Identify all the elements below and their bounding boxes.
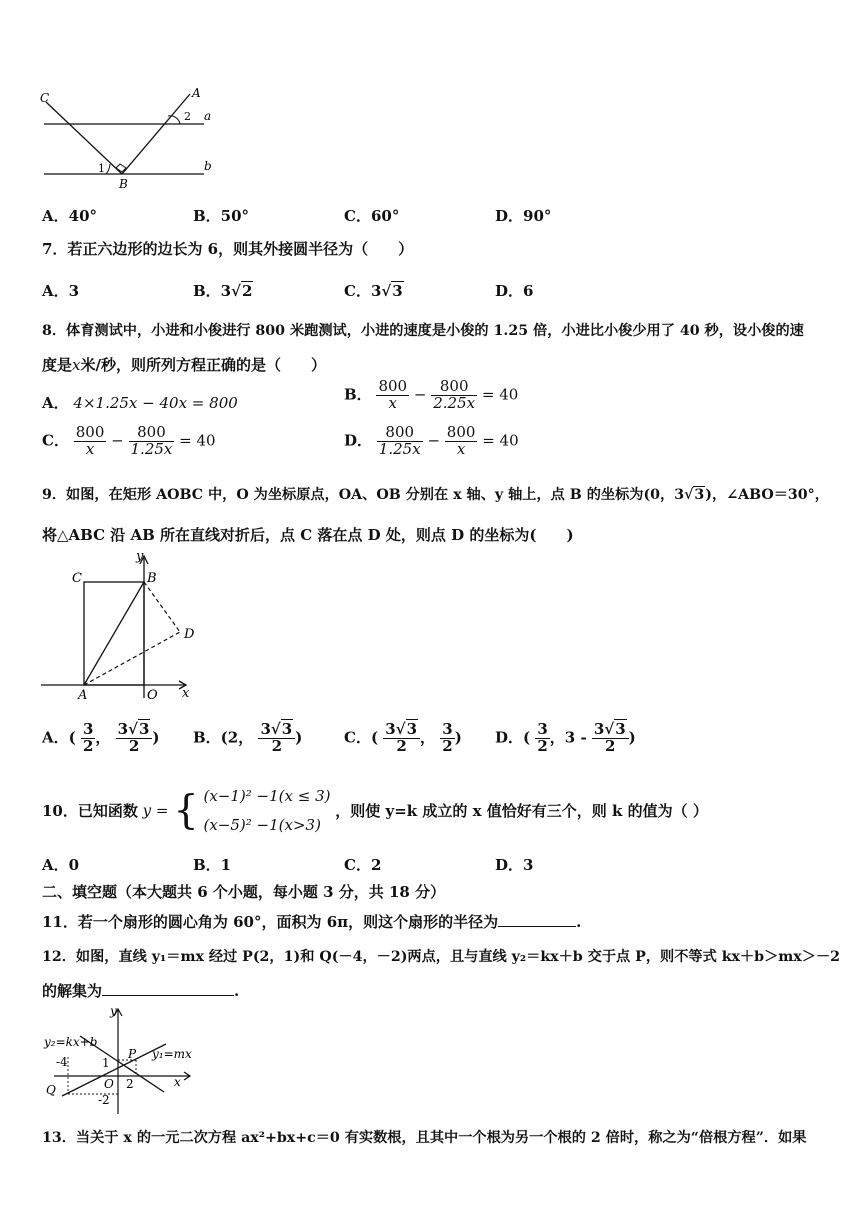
q9-option-a-label: A．( (42, 728, 76, 747)
q12-label-y2: y₂=kx+b (44, 1035, 98, 1049)
q11-stem (42, 911, 581, 932)
q8-option-d-frac2: $\frac{800}{x}$ (446, 423, 476, 458)
q10-option-a: A．0 (42, 856, 80, 874)
q12-figure (40, 1004, 220, 1118)
q8-option-b (344, 379, 518, 412)
q6-label-a: a (204, 109, 212, 123)
q8-option-c-label: C． (42, 431, 69, 450)
q12-end: . (234, 982, 240, 1000)
q7-option-a: A．3 (42, 282, 80, 300)
q8-option-c-frac2: $\frac{800}{1.25x}$ (130, 423, 173, 458)
q6-figure (36, 84, 226, 192)
q9-option-c: C．( $\frac{3√3}{2}$ ， $\frac{3}{2}$ ) (344, 720, 462, 755)
q8-stem-line2-a: 度是 (42, 356, 73, 374)
q8-option-b-rhs: = 40 (481, 385, 519, 404)
q6-option-b: B．50° (193, 207, 250, 225)
q10-option-c: C．2 (344, 856, 382, 874)
q6-label-B: B (119, 177, 128, 191)
q7-option-b-prefix: B．3 (193, 282, 232, 300)
q8-stem-line2 (42, 354, 326, 375)
q11-answer-blank[interactable] (498, 912, 576, 927)
q8-option-d-rhs: = 40 (482, 431, 519, 450)
q6-option-c: C．60° (344, 207, 400, 225)
q8-option-a (42, 392, 238, 413)
q8-stem-var: x (72, 356, 81, 374)
q9-option-c-label: C．( (344, 728, 379, 747)
q9-option-b-frac: $\frac{3√3}{2}$ (258, 722, 295, 755)
q8-option-b-frac2: $\frac{800}{2.25x}$ (433, 377, 476, 412)
q7-option-c: C．3√3 (344, 282, 403, 300)
q9-stem-line2: 将△ABC 沿 AB 所在直线对折后，点 C 落在点 D 处，则点 D 的坐标为( ) (42, 526, 574, 544)
q12-label-P: P (128, 1047, 137, 1061)
q12-stem-line2 (42, 980, 239, 1001)
q8-stem-line2-b: 米/秒，则所列方程正确的是（ ） (80, 356, 326, 374)
q8-option-b-frac1: $\frac{800}{x}$ (378, 377, 408, 412)
q9-option-a-frac2: $\frac{3√3}{2}$ (116, 722, 153, 755)
q9-option-a: A．( $\frac{3}{2}$ ， $\frac{3√3}{2}$ ) (42, 720, 160, 755)
q6-option-d: D．90° (495, 207, 552, 225)
q12-stem-line2-text: 的解集为 (42, 982, 103, 1000)
q9-label-x: x (182, 686, 190, 700)
q10-option-b: B．1 (193, 856, 232, 874)
q9-stem-line1: 9．如图，在矩形 AOBC 中，O 为坐标原点，OA、OB 分别在 x 轴、y 轴上，点 B 的坐标为(0，3√3)，∠ABO＝30°， (42, 487, 829, 503)
q9-option-a-frac1: $\frac{3}{2}$ (82, 720, 94, 755)
q9-label-C: C (72, 571, 82, 586)
q12-stem-line1: 12．如图，直线 y₁＝mx 经过 P(2，1)和 Q(－4，－2)两点，且与直线 y₂＝kx＋b 交于点 P，则不等式 kx＋b＞mx＞－2 (42, 949, 841, 965)
q6-option-a: A．40° (42, 207, 98, 225)
q9-label-O: O (147, 688, 158, 700)
q10-case1: (x−1)² −1(x ≤ 3) (203, 787, 331, 805)
q10-stem-a: 10．已知函数 (42, 802, 138, 820)
q8-option-d (344, 425, 519, 458)
q10-brace: { (173, 787, 199, 834)
q7-option-c-prefix: C．3 (344, 282, 382, 300)
q8-option-d-frac1: $\frac{800}{1.25x}$ (378, 423, 421, 458)
q8-option-c (42, 425, 216, 458)
q9-option-d-frac1: $\frac{3}{2}$ (537, 720, 548, 755)
q6-label-angle1: 1 (98, 162, 105, 175)
q9-label-y: y (136, 549, 144, 564)
q12-label-Q: Q (46, 1083, 56, 1097)
q9-stem-line1-a: 9．如图，在矩形 AOBC 中，O 为坐标原点，OA、OB 分别在 x 轴、y 轴上，点 B 的坐标为(0，3 (42, 487, 685, 503)
q8-option-d-label: D． (344, 431, 373, 450)
q12-label-n4: -4 (56, 1055, 68, 1069)
q8-option-c-frac1: $\frac{800}{x}$ (75, 423, 105, 458)
q10-stem (42, 782, 708, 839)
q8-option-c-rhs: = 40 (179, 431, 216, 450)
q12-label-n2: -2 (98, 1093, 110, 1107)
q9-option-b-label: B．(2， (193, 728, 254, 747)
q8-option-d-minus: − (427, 431, 441, 450)
q10-option-d: D．3 (495, 856, 534, 874)
q7-option-c-radicand: 3 (392, 282, 403, 300)
q10-case2: (x−5)² −1(x>3) (203, 815, 321, 834)
q9-option-b: B．(2， $\frac{3√3}{2}$ ) (193, 720, 303, 755)
q12-label-O: O (104, 1077, 114, 1091)
q10-stem-b: ，则使 y=k 成立的 x 值恰好有三个，则 k 的值为（ ） (335, 802, 708, 820)
q7-option-b-radicand: 2 (241, 282, 253, 300)
q11-end: . (576, 913, 582, 931)
q6-label-A: A (192, 86, 201, 100)
q9-option-d-frac2: $\frac{3√3}{2}$ (592, 722, 629, 755)
q7-option-b: B．3√2 (193, 282, 253, 300)
q9-option-d-label: D．( (495, 728, 531, 747)
q12-label-y1: y₁=mx (152, 1047, 192, 1061)
q12-label-x: x (174, 1075, 181, 1089)
q12-label-y: y (110, 1004, 117, 1018)
q7-option-d: D．6 (495, 282, 534, 300)
q9-option-d: D．( $\frac{3}{2}$ ，3 - $\frac{3√3}{2}$ ) (495, 720, 636, 755)
q7-stem: 7．若正六边形的边长为 6，则其外接圆半径为（ ） (42, 240, 414, 258)
q8-option-a-label: A． (42, 394, 69, 412)
q8-option-c-minus: − (111, 431, 124, 450)
q9-option-c-frac2: $\frac{3}{2}$ (442, 720, 453, 755)
q11-stem-text: 11．若一个扇形的圆心角为 60°，面积为 6π，则这个扇形的半径为 (42, 913, 499, 931)
q9-option-c-frac1: $\frac{3√3}{2}$ (383, 722, 420, 755)
q12-answer-blank[interactable] (102, 981, 234, 996)
q8-option-b-label: B． (344, 385, 372, 404)
q12-label-two: 2 (126, 1077, 134, 1091)
section2-heading: 二、填空题（本大题共 6 个小题，每小题 3 分，共 18 分） (42, 883, 446, 901)
q8-stem-line1: 8．体育测试中，小进和小俊进行 800 米跑测试，小进的速度是小俊的 1.25 倍，小进比小俊少用了 40 秒，设小俊的速 (42, 323, 804, 339)
q9-label-B: B (147, 571, 157, 586)
q6-label-C: C (40, 91, 50, 105)
q10-y-eq: y = (142, 801, 169, 820)
q9-label-A: A (78, 688, 88, 700)
q6-label-angle2: 2 (184, 110, 191, 123)
q12-label-one: 1 (102, 1056, 110, 1070)
q10-cases (203, 782, 330, 839)
q8-option-a-expr: 4×1.25x − 40x = 800 (73, 394, 238, 412)
q6-label-b: b (204, 159, 212, 173)
q9-figure (36, 548, 206, 700)
q9-stem-line1-radicand: 3 (694, 487, 705, 503)
q8-option-b-minus: − (413, 385, 427, 404)
q9-label-D: D (184, 627, 195, 642)
q9-stem-line1-b: )，∠ABO＝30°， (705, 487, 829, 503)
q13-stem: 13．当关于 x 的一元二次方程 ax²+bx+c＝0 有实数根，且其中一个根为另一个根的 2 倍时，称之为“倍根方程”．如果 (42, 1130, 807, 1146)
